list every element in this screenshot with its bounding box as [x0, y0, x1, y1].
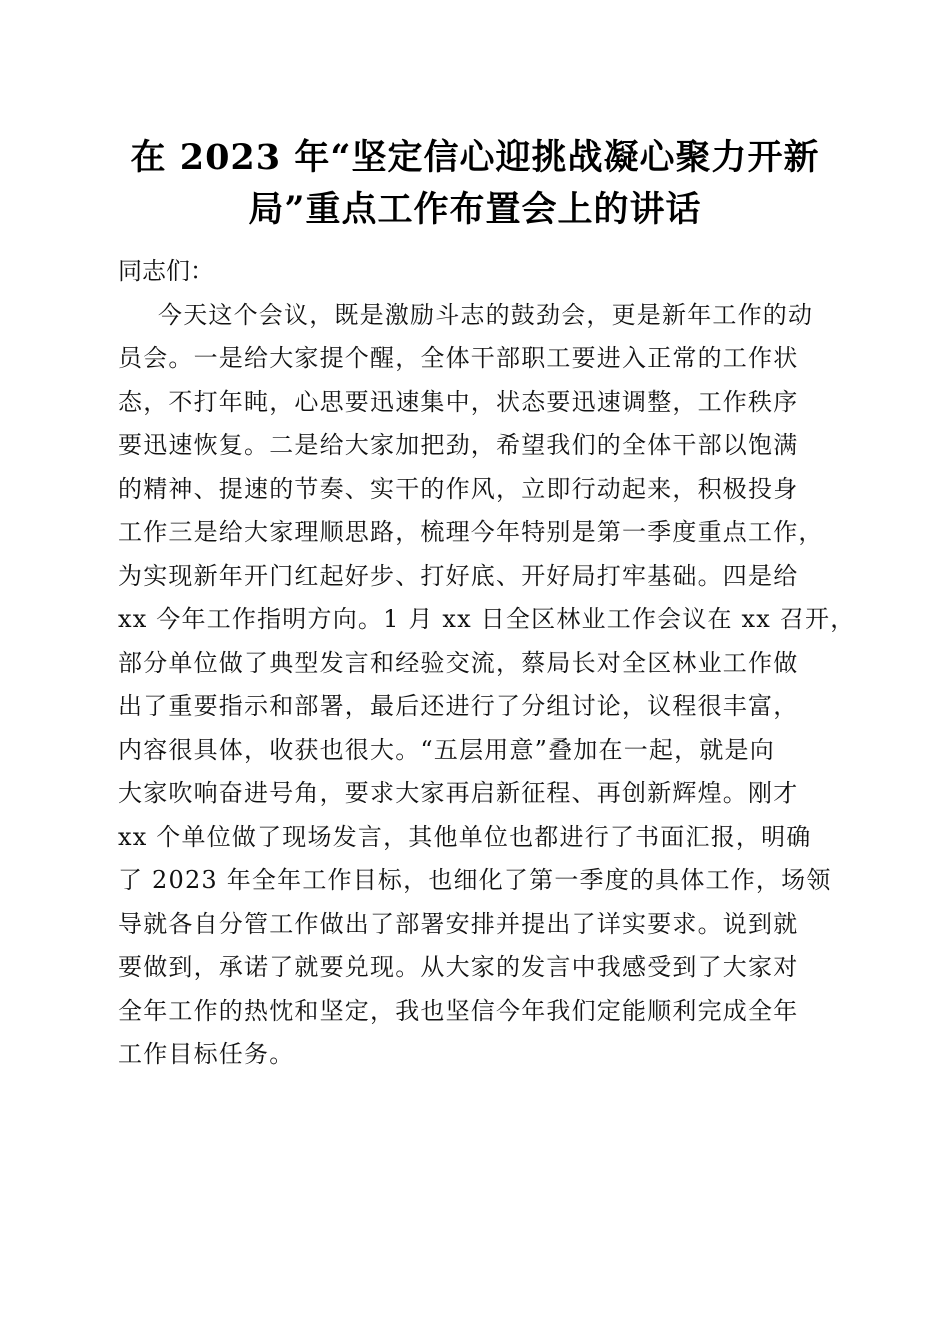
- paragraph-line: 导就各自分管工作做出了部署安排并提出了详实要求。说到就: [118, 909, 799, 938]
- paragraph-line: 工作目标任务。: [118, 1040, 295, 1068]
- paragraph-line: xx 个单位做了现场发言，其他单位也都进行了书面汇报，明确: [118, 822, 812, 851]
- paragraph-line: 要迅速恢复。二是给大家加把劲，希望我们的全体干部以饱满: [118, 431, 799, 459]
- salutation: 同志们：: [118, 257, 214, 285]
- paragraph-line: 要做到，承诺了就要兑现。从大家的发言中我感受到了大家对: [118, 953, 799, 981]
- paragraph-line: 大家吹响奋进号角，要求大家再启新征程、再创新辉煌。刚才: [118, 779, 799, 807]
- paragraph-line: 今天这个会议，既是激励斗志的鼓劲会，更是新年工作的动: [158, 300, 814, 329]
- paragraph-line: 了 2023 年全年工作目标，也细化了第一季度的具体工作，场领: [118, 866, 832, 894]
- paragraph-line: 员会。一是给大家提个醒，全体干部职工要进入正常的工作状: [118, 344, 799, 372]
- paragraph-line: 为实现新年开门红起好步、打好底、开好局打牢基础。四是给: [118, 561, 799, 590]
- document-title: [100, 132, 850, 236]
- paragraph-line: 部分单位做了典型发言和经验交流，蔡局长对全区林业工作做: [118, 648, 799, 677]
- paragraph-line: 的精神、提速的节奏、实干的作风，立即行动起来，积极投身: [118, 474, 799, 503]
- paragraph-line: 内容很具体，收获也很大。“五层用意”叠加在一起，就是向: [118, 735, 775, 764]
- document-body: [118, 250, 856, 1077]
- speech-paragraph: [118, 294, 856, 1077]
- paragraph-line: 工作三是给大家理顺思路，梳理今年特别是第一季度重点工作，: [118, 518, 824, 546]
- title-line-1: 在 2023 年“坚定信心迎挑战凝心聚力开新: [130, 137, 820, 178]
- paragraph-line: 全年工作的热忱和坚定，我也坚信今年我们定能顺利完成全年: [118, 996, 799, 1025]
- paragraph-line: xx 今年工作指明方向。1 月 xx 日全区林业工作会议在 xx 召开，: [118, 605, 856, 633]
- paragraph-line: 出了重要指示和部署，最后还进行了分组讨论，议程很丰富，: [118, 692, 799, 720]
- title-line-2: 局”重点工作布置会上的讲话: [248, 189, 702, 230]
- paragraph-line: 态，不打年盹，心思要迅速集中，状态要迅速调整，工作秩序: [118, 387, 799, 416]
